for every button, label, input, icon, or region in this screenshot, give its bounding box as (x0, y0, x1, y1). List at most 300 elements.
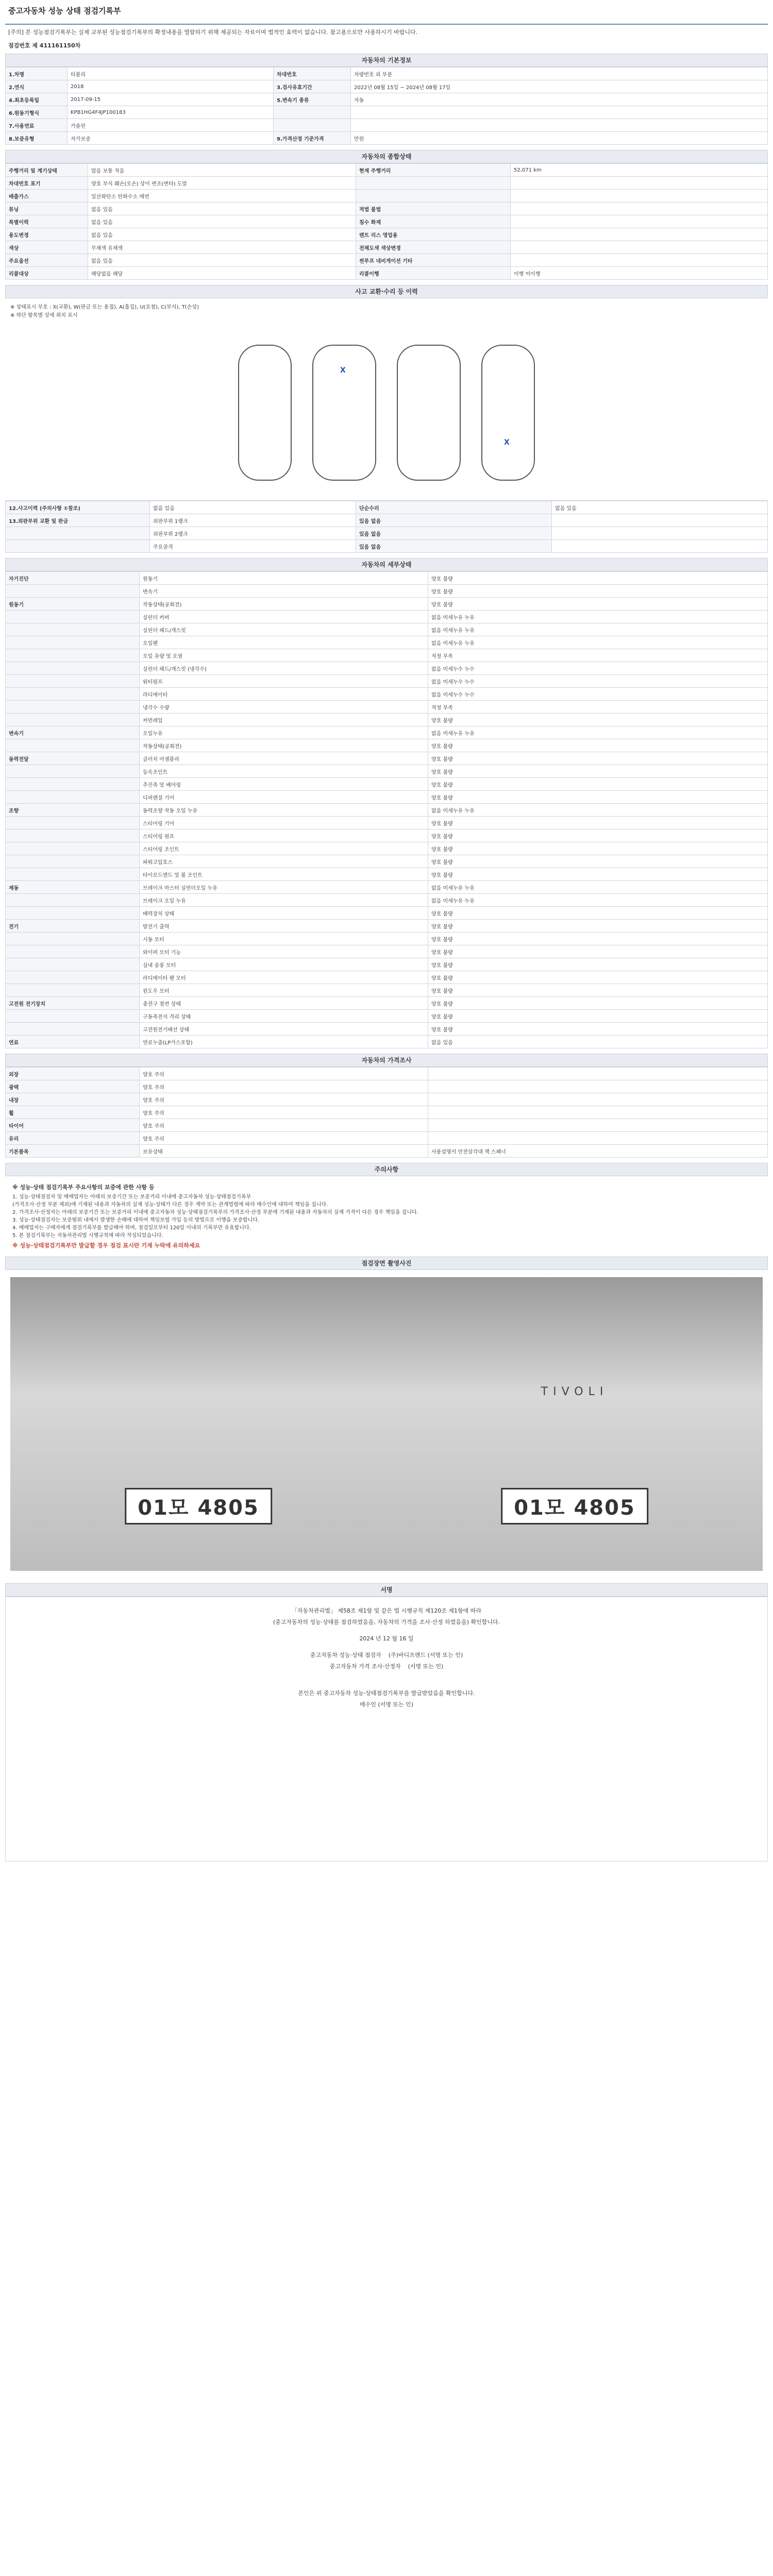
cost_rows-cell (428, 1132, 768, 1145)
rear-photo (386, 1277, 763, 1571)
section-detail: 자동차의 세부상태 (5, 558, 768, 571)
overall_rows-cell: 차대번호 표기 (6, 177, 88, 190)
basic.rows-cell: 만원 (351, 132, 768, 145)
basic.rows-cell: 2.연식 (6, 80, 68, 93)
table-row (6, 958, 768, 971)
table-row (6, 119, 768, 132)
overall_rows-cell: 특별이력 (6, 215, 88, 228)
cost_rows-cell: 양호 주의 (140, 1132, 428, 1145)
car-top-view (312, 345, 376, 481)
cost_rows-cell: 양호 주의 (140, 1119, 428, 1132)
table-row (6, 1080, 768, 1093)
detail_rows-cell: 윈도우 모터 (140, 984, 428, 997)
table-row (6, 611, 768, 623)
cost_rows-cell: 보유상태 (140, 1145, 428, 1158)
detail_rows-cell: 없음 미세누유 누유 (428, 804, 768, 817)
detail_rows-cell: 배력장치 상태 (140, 907, 428, 920)
overall_rows-cell (511, 228, 768, 241)
cost_rows-cell (428, 1080, 768, 1093)
detail_rows-cell: 없음 미세누유 누유 (428, 726, 768, 739)
table-row (6, 649, 768, 662)
cost_rows-cell: 양호 주의 (140, 1106, 428, 1119)
accident_rows-cell: 12.사고이력 (주의사항 ①참조) (6, 501, 150, 514)
table-row (6, 241, 768, 254)
accident_rows-cell (552, 540, 768, 553)
table-row (6, 1036, 768, 1048)
table-row (6, 907, 768, 920)
cost_rows-cell (428, 1067, 768, 1080)
car-bottom-view (397, 345, 461, 481)
table-row (6, 228, 768, 241)
detail_rows-cell: 발전기 출력 (140, 920, 428, 933)
detail_rows-cell: 제동 (6, 881, 140, 894)
document (5, 0, 768, 1861)
basic.rows-cell: 1.차명 (6, 67, 68, 80)
mark-x-icon: X (504, 438, 510, 447)
detail_rows-cell (6, 739, 140, 752)
detail_rows-cell: 고전원 전기장치 (6, 997, 140, 1010)
table-row (6, 1106, 768, 1119)
detail_rows-cell: 스티어링 조인트 (140, 842, 428, 855)
accident_rows-cell (552, 527, 768, 540)
detail_rows-cell: 충전구 절연 상태 (140, 997, 428, 1010)
section-sign: 서명 (5, 1583, 768, 1597)
overall_rows-cell: 일산화탄소 탄화수소 매연 (88, 190, 356, 202)
cost_rows-cell: 타이어 (6, 1119, 140, 1132)
table-row (6, 1119, 768, 1132)
cost_rows-cell (428, 1119, 768, 1132)
detail_rows-cell: 연료 (6, 1036, 140, 1048)
cost_rows-cell: 양호 주의 (140, 1067, 428, 1080)
accident_rows-cell: 주요골격 (150, 540, 356, 553)
car-diagram (5, 325, 768, 501)
detail_rows-cell: 동력조향 작동 오일 누유 (140, 804, 428, 817)
notes-heading: ※ 성능·상태 점검기록부 주요사항의 보증에 관한 사항 등 (12, 1184, 155, 1191)
overall_rows-cell: 많음 보통 적음 (88, 164, 356, 177)
accident_rows-cell: 없음 있음 (150, 501, 356, 514)
detail_rows-cell (6, 623, 140, 636)
table-row (6, 93, 768, 106)
overall_rows-cell: 무채색 유채색 (88, 241, 356, 254)
overall_rows-cell (511, 190, 768, 202)
inspector-label: 중고자동차 성능·상태 점검자 (310, 1652, 381, 1658)
notes-warning: ※ 성능·상태점검기록부만 발급할 경우 점검 표시란 기재 누락에 유의하세요 (12, 1242, 200, 1249)
detail_rows-cell (6, 662, 140, 675)
detail_rows-cell: 오일팬 (140, 636, 428, 649)
detail_rows-cell: 등속조인트 (140, 765, 428, 778)
overall_rows-cell: 없음 있음 (88, 254, 356, 267)
pricer-label: 중고자동차 가격 조사·산정자 (329, 1663, 401, 1670)
table-row (6, 501, 768, 514)
table-row (6, 254, 768, 267)
detail_rows-cell: 없음 미세누수 누수 (428, 675, 768, 688)
title-bar (5, 0, 768, 25)
detail_rows-cell: 자기진단 (6, 572, 140, 585)
overall_rows-cell: 52,071 km (511, 164, 768, 177)
detail_rows-cell: 없음 있음 (428, 1036, 768, 1048)
detail_rows-cell: 작동상태(공회전) (140, 739, 428, 752)
basic.rows-cell: 가솔린 (68, 119, 274, 132)
overall_rows-cell: 배출가스 (6, 190, 88, 202)
detail_rows-cell (6, 971, 140, 984)
table-row (6, 598, 768, 611)
table-row (6, 701, 768, 714)
detail-table (5, 571, 768, 1048)
detail_rows-cell: 양호 불량 (428, 817, 768, 829)
detail_rows-cell: 적정 부족 (428, 649, 768, 662)
table-row (6, 752, 768, 765)
cost_rows-cell: 양호 주의 (140, 1080, 428, 1093)
detail_rows-cell: 양호 불량 (428, 997, 768, 1010)
front-photo (10, 1277, 386, 1571)
overall_rows-cell: 렌트 리스 영업용 (356, 228, 511, 241)
note-line: 1. 성능·상태점검자 및 매매업자는 아래의 보증기간 또는 보증거리 이내에 중고자동차 성능·상태점검기록부 (12, 1194, 251, 1200)
note-line: 4. 매매업자는 구매자에게 점검기록부를 발급해야 하며, 점검일로부터 120일 이내의 기록부만 유효합니다. (12, 1225, 251, 1231)
overall_rows-cell: 침수 화재 (356, 215, 511, 228)
accident_rows-cell (6, 540, 150, 553)
detail_rows-cell: 양호 불량 (428, 1010, 768, 1023)
detail_rows-cell: 양호 불량 (428, 598, 768, 611)
detail_rows-cell: 파워고압호스 (140, 855, 428, 868)
detail_rows-cell: 양호 불량 (428, 752, 768, 765)
detail_rows-cell: 양호 불량 (428, 868, 768, 881)
detail_rows-cell (6, 585, 140, 598)
section-photo: 점검장면 촬영사진 (5, 1257, 768, 1270)
detail_rows-cell: 양호 불량 (428, 945, 768, 958)
table-row (6, 1132, 768, 1145)
overall_rows-cell: 튜닝 (6, 202, 88, 215)
table-row (6, 164, 768, 177)
cost_rows-cell: 내장 (6, 1093, 140, 1106)
overall_rows-cell: 썬루프 네비게이션 기타 (356, 254, 511, 267)
page-title: 중고자동차 성능 상태 점검기록부 (8, 6, 121, 15)
section-cost: 자동차의 가격조사 (5, 1054, 768, 1067)
table-row (6, 1145, 768, 1158)
basic.rows-cell: 차대번호 (274, 67, 351, 80)
basic.rows-cell: 차량번호 외 부분 (351, 67, 768, 80)
detail_rows-cell: 실린더 헤드/개스킷 (140, 623, 428, 636)
accident_rows-cell: 없음 있음 (552, 501, 768, 514)
basic-table (5, 67, 768, 145)
overall_rows-cell (511, 215, 768, 228)
detail_rows-cell (6, 829, 140, 842)
sign-line2: (중고자동차의 성능·상태를 점검하였음을, 자동차의 가격을 조사·산정 하였음을) 확인합니다. (273, 1619, 500, 1625)
basic.rows-cell (351, 106, 768, 119)
detail_rows-cell: 양호 불량 (428, 829, 768, 842)
detail_rows-cell: 양호 불량 (428, 958, 768, 971)
detail_rows-cell: 없음 미세누유 누유 (428, 894, 768, 907)
front-plate: 01모 4805 (125, 1488, 272, 1524)
sign-line3: 본인은 위 중고자동차 성능·상태점검기록부를 발급받았음을 확인합니다. (298, 1690, 475, 1697)
detail_rows-cell (6, 868, 140, 881)
table-row (6, 202, 768, 215)
table-row (6, 623, 768, 636)
detail_rows-cell: 브레이크 오일 누유 (140, 894, 428, 907)
basic.rows-cell: KPB1HG4F4JP100183 (68, 106, 274, 119)
table-row (6, 1067, 768, 1080)
overall_rows-cell: 주행거리 및 계기상태 (6, 164, 88, 177)
mark-x-icon: X (340, 366, 346, 375)
detail_rows-cell (6, 984, 140, 997)
detail_rows-cell: 고전원전기배선 상태 (140, 1023, 428, 1036)
table-row (6, 714, 768, 726)
inspector-name: (주)바디프렌드 (서명 또는 인) (388, 1652, 463, 1658)
detail_rows-cell: 추진축 및 베어링 (140, 778, 428, 791)
diagram-legend (5, 298, 768, 325)
accident_rows-cell: 있음 없음 (356, 514, 552, 527)
detail_rows-cell: 없음 미세누수 누수 (428, 688, 768, 701)
detail_rows-cell: 양호 불량 (428, 714, 768, 726)
table-row (6, 514, 768, 527)
detail_rows-cell (6, 817, 140, 829)
detail_rows-cell: 양호 불량 (428, 933, 768, 945)
table-row (6, 739, 768, 752)
detail_rows-cell (6, 778, 140, 791)
notice-text: [주의] 본 성능점검기록부는 실제 교부된 성능점검기록부의 확정내용을 열람하기 위해 제공되는 자료이며 법적인 효력이 없습니다. 참고용으로만 사용하시기 바랍니다. (8, 29, 418, 36)
note-line: (가격조사·산정 부분 제외)에 기재된 내용과 자동차의 실제 성능·상태가 다른 경우 계약 또는 관계법령에 따라 매수인에 대하여 책임을 집니다. (12, 1202, 328, 1208)
detail_rows-cell: 실내 송풍 모터 (140, 958, 428, 971)
detail_rows-cell: 양호 불량 (428, 765, 768, 778)
detail_rows-cell (6, 958, 140, 971)
detail_rows-cell: 양호 불량 (428, 778, 768, 791)
accident_rows-cell: 단순수리 (356, 501, 552, 514)
accident_rows-cell: 외판부위 1랭크 (150, 514, 356, 527)
table-row (6, 177, 768, 190)
detail_rows-cell: 브레이크 마스터 실린더오일 누유 (140, 881, 428, 894)
detail_rows-cell (6, 1010, 140, 1023)
detail_rows-cell: 없음 미세누유 누유 (428, 623, 768, 636)
note-line: 3. 성능·상태점검자는 보증범위 내에서 발생한 손해에 대하여 책임보험 가입 등의 방법으로 이행을 보증합니다. (12, 1217, 260, 1223)
detail_rows-cell: 동력전달 (6, 752, 140, 765)
table-row (6, 67, 768, 80)
cost_rows-cell: 양호 주의 (140, 1093, 428, 1106)
table-row (6, 1010, 768, 1023)
basic.rows-cell: 9.가격산정 기준가격 (274, 132, 351, 145)
detail_rows-cell: 연료누출(LP가스포함) (140, 1036, 428, 1048)
overall_rows-cell (511, 254, 768, 267)
table-row (6, 585, 768, 598)
basic.rows-cell (274, 119, 351, 132)
detail_rows-cell: 원동기 (6, 598, 140, 611)
cost-table (5, 1067, 768, 1158)
legend-sub: ※ 하단 항목별 상세 위치 표시 (10, 313, 78, 318)
cost_rows-cell: 휠 (6, 1106, 140, 1119)
overall-table (5, 163, 768, 280)
detail_rows-cell: 없음 미세누유 누유 (428, 636, 768, 649)
basic.rows-cell: 3.검사유효기간 (274, 80, 351, 93)
detail_rows-cell: 양호 불량 (428, 1023, 768, 1036)
cost_rows-cell: 광택 (6, 1080, 140, 1093)
detail_rows-cell: 냉각수 수량 (140, 701, 428, 714)
detail_rows-cell (6, 842, 140, 855)
table-row (6, 662, 768, 675)
table-row (6, 572, 768, 585)
accident_rows-cell (552, 514, 768, 527)
detail_rows-cell (6, 688, 140, 701)
detail_rows-cell (6, 1023, 140, 1036)
table-row (6, 817, 768, 829)
detail_rows-cell: 변속기 (140, 585, 428, 598)
basic.rows-cell: 7.사용연료 (6, 119, 68, 132)
basic.rows-cell: 2017-09-15 (68, 93, 274, 106)
cost_rows-cell: 외장 (6, 1067, 140, 1080)
table-row (6, 540, 768, 553)
note-line: 5. 본 점검기록부는 자동차관리법 시행규칙에 따라 작성되었습니다. (12, 1233, 163, 1239)
detail_rows-cell: 양호 불량 (428, 739, 768, 752)
detail_rows-cell: 없음 미세누수 누수 (428, 662, 768, 675)
table-row (6, 215, 768, 228)
detail_rows-cell: 양호 불량 (428, 907, 768, 920)
sign-date: 2024 년 12 월 16 일 (359, 1635, 414, 1642)
overall_rows-cell: 없음 있음 (88, 228, 356, 241)
detail_rows-cell: 타이로드엔드 및 볼 조인트 (140, 868, 428, 881)
detail_rows-cell: 없음 미세누유 누유 (428, 611, 768, 623)
table-row (6, 1093, 768, 1106)
overall_rows-cell: 해당없음 해당 (88, 267, 356, 280)
accident-table (5, 501, 768, 553)
sign-line1: 「자동차관리법」 제58조 제1항 및 같은 법 시행규칙 제120조 제1항에 따라 (291, 1607, 482, 1614)
overall_rows-cell (511, 202, 768, 215)
section-basic: 자동차의 기본정보 (5, 54, 768, 67)
sign-area (5, 1597, 768, 1861)
cost_rows-cell (428, 1106, 768, 1119)
detail_rows-cell (6, 933, 140, 945)
detail_rows-cell (6, 765, 140, 778)
overall_rows-cell: 용도변경 (6, 228, 88, 241)
overall_rows-cell: 없음 있음 (88, 215, 356, 228)
detail_rows-cell: 양호 불량 (428, 791, 768, 804)
accident_rows-cell: 13.외판부위 교환 및 판금 (6, 514, 150, 527)
overall_rows-cell: 색상 (6, 241, 88, 254)
cost_rows-cell (428, 1093, 768, 1106)
table-row (6, 933, 768, 945)
basic.rows-cell (351, 119, 768, 132)
table-row (6, 842, 768, 855)
detail_rows-cell: 원동기 (140, 572, 428, 585)
detail_rows-cell (6, 701, 140, 714)
rear-plate: 01모 4805 (501, 1488, 648, 1524)
detail_rows-cell: 와이퍼 모터 기능 (140, 945, 428, 958)
overall_rows-cell (511, 241, 768, 254)
detail_rows-cell: 없음 미세누유 누유 (428, 881, 768, 894)
table-row (6, 1023, 768, 1036)
detail_rows-cell: 스티어링 펌프 (140, 829, 428, 842)
basic.rows-cell: 자동 (351, 93, 768, 106)
table-row (6, 106, 768, 119)
detail_rows-cell: 양호 불량 (428, 842, 768, 855)
section-overall: 자동차의 종합상태 (5, 150, 768, 163)
detail_rows-cell (6, 907, 140, 920)
table-row (6, 675, 768, 688)
table-row (6, 868, 768, 881)
table-row (6, 132, 768, 145)
basic.rows-cell: 티볼리 (68, 67, 274, 80)
note-line: 2. 가격조사·산정자는 아래의 보증기간 또는 보증거리 이내에 중고자동차 성능·상태점검기록부의 가격조사·산정 부분에 기재된 내용과 자동차의 실제 가격이 다른 경우 책임을 집니다. (12, 1210, 418, 1215)
table-row (6, 804, 768, 817)
basic.rows-cell: 4.최초등록일 (6, 93, 68, 106)
detail_rows-cell: 오일누유 (140, 726, 428, 739)
detail_rows-cell: 전기 (6, 920, 140, 933)
detail_rows-cell: 라디에이터 (140, 688, 428, 701)
basic.rows-cell (274, 106, 351, 119)
detail_rows-cell (6, 611, 140, 623)
basic.rows-cell: 2022년 08월 15일 ~ 2024년 08월 17일 (351, 80, 768, 93)
table-row (6, 945, 768, 958)
detail_rows-cell: 시동 모터 (140, 933, 428, 945)
cost_rows-cell: 사용설명서 안전삼각대 잭 스패너 (428, 1145, 768, 1158)
detail_rows-cell: 구동축전지 격리 상태 (140, 1010, 428, 1023)
accident_rows-cell (6, 527, 150, 540)
pricer-name: (서명 또는 인) (408, 1663, 444, 1670)
accident_rows-cell: 있음 없음 (356, 527, 552, 540)
overall_rows-cell (356, 190, 511, 202)
detail_rows-cell (6, 855, 140, 868)
overall_rows-cell: 전체도색 색상변경 (356, 241, 511, 254)
detail_rows-cell (6, 636, 140, 649)
table-row (6, 778, 768, 791)
document-number: 점검번호 제 411161150차 (8, 42, 81, 49)
detail_rows-cell: 양호 불량 (428, 920, 768, 933)
overall_rows-cell: 주요옵션 (6, 254, 88, 267)
detail_rows-cell (6, 791, 140, 804)
photo-section (5, 1270, 768, 1583)
cost_rows-cell: 기본품목 (6, 1145, 140, 1158)
table-row (6, 984, 768, 997)
detail_rows-cell (6, 945, 140, 958)
detail_rows-cell (6, 675, 140, 688)
section-notes: 주의사항 (5, 1163, 768, 1176)
detail_rows-cell: 디퍼렌셜 기어 (140, 791, 428, 804)
accident_rows-cell: 외판부위 2랭크 (150, 527, 356, 540)
detail_rows-cell: 양호 불량 (428, 984, 768, 997)
rear-brand: TIVOLI (541, 1385, 609, 1398)
basic.rows-cell: 8.보증유형 (6, 132, 68, 145)
table-row (6, 881, 768, 894)
detail_rows-cell: 워터펌프 (140, 675, 428, 688)
detail_rows-cell: 라디에이터 팬 모터 (140, 971, 428, 984)
table-row (6, 190, 768, 202)
detail_rows-cell: 양호 불량 (428, 572, 768, 585)
overall_rows-cell: 없음 있음 (88, 202, 356, 215)
table-row (6, 765, 768, 778)
detail_rows-cell: 스티어링 기어 (140, 817, 428, 829)
overall_rows-cell (356, 177, 511, 190)
overall_rows-cell: 리콜대상 (6, 267, 88, 280)
detail_rows-cell: 적정 부족 (428, 701, 768, 714)
overall_rows-cell: 양호 부식 훼손(오손) 상이 변조(변타) 도말 (88, 177, 356, 190)
basic.rows-cell: 6.원동기형식 (6, 106, 68, 119)
table-row (6, 636, 768, 649)
detail_rows-cell: 클러치 어셈블리 (140, 752, 428, 765)
detail_rows-cell (6, 894, 140, 907)
car-right-view (481, 345, 535, 481)
legend-symbols: ※ 상태표시 부호 : X(교환), W(판금 또는 용접), A(흠집), U(요철), C(부식), T(손상) (10, 304, 199, 310)
table-row (6, 688, 768, 701)
table-row (6, 527, 768, 540)
basic.rows-cell: 5.변속기 종류 (274, 93, 351, 106)
detail_rows-cell: 실린더 헤드/개스킷 (냉각수) (140, 662, 428, 675)
detail_rows-cell (6, 714, 140, 726)
detail_rows-cell: 변속기 (6, 726, 140, 739)
basic.rows-cell: 2018 (68, 80, 274, 93)
table-row (6, 791, 768, 804)
detail_rows-cell: 오일 유량 및 오염 (140, 649, 428, 662)
table-row (6, 920, 768, 933)
detail_rows-cell: 양호 불량 (428, 585, 768, 598)
overall_rows-cell: 적법 불법 (356, 202, 511, 215)
overall_rows-cell: 리콜이행 (356, 267, 511, 280)
detail_rows-cell (6, 649, 140, 662)
